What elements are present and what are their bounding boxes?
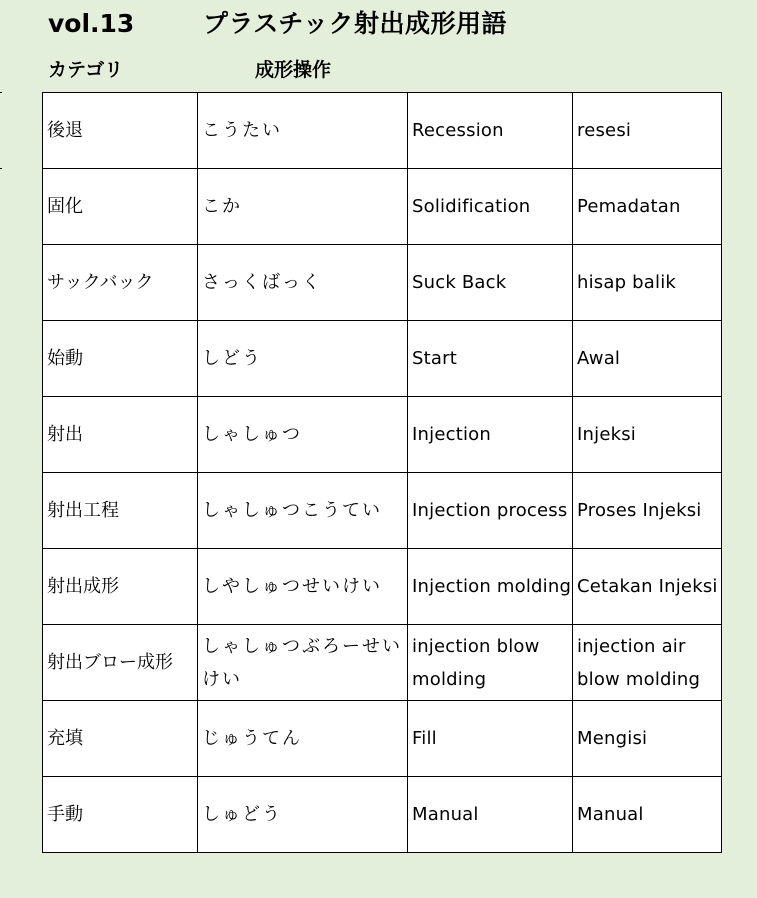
term-english-cell: Recession <box>408 93 573 169</box>
term-english-cell: Injection molding <box>408 549 573 625</box>
term-kanji-cell: 射出工程 <box>43 473 198 549</box>
term-english-cell: Suck Back <box>408 245 573 321</box>
term-english-cell: Injection process <box>408 473 573 549</box>
glossary-table <box>42 92 722 853</box>
table-row <box>43 397 722 473</box>
term-indonesian-cell: Pemadatan <box>573 169 722 245</box>
term-english-cell: Fill <box>408 701 573 777</box>
term-kanji-cell: 射出 <box>43 397 198 473</box>
term-english-cell: injection blow molding <box>408 625 573 701</box>
term-indonesian-cell: Awal <box>573 321 722 397</box>
term-kana-cell: しゃしゅつこうてい <box>198 473 408 549</box>
edge-marker <box>0 92 2 93</box>
term-indonesian-cell: Manual <box>573 777 722 853</box>
table-row <box>43 701 722 777</box>
term-kana-cell: しゅどう <box>198 777 408 853</box>
term-kanji-cell: 後退 <box>43 93 198 169</box>
term-kanji-cell: 始動 <box>43 321 198 397</box>
term-kana-cell: しゃしゅつぶろーせいけい <box>198 625 408 701</box>
term-english-cell: Solidification <box>408 169 573 245</box>
term-kanji-cell: 固化 <box>43 169 198 245</box>
term-kana-cell: こうたい <box>198 93 408 169</box>
category-value: 成形操作 <box>255 59 332 81</box>
table-row <box>43 473 722 549</box>
term-indonesian-cell: Cetakan Injeksi <box>573 549 722 625</box>
table-row <box>43 625 722 701</box>
term-indonesian-cell: Proses Injeksi <box>573 473 722 549</box>
term-english-cell: Start <box>408 321 573 397</box>
term-indonesian-cell: Mengisi <box>573 701 722 777</box>
table-row <box>43 777 722 853</box>
term-indonesian-cell: resesi <box>573 93 722 169</box>
term-kana-cell: しどう <box>198 321 408 397</box>
term-kanji-cell: 射出ブロー成形 <box>43 625 198 701</box>
term-indonesian-cell: hisap balik <box>573 245 722 321</box>
table-row <box>43 549 722 625</box>
term-english-cell: Manual <box>408 777 573 853</box>
table-row <box>43 169 722 245</box>
term-indonesian-cell: injection air blow molding <box>573 625 722 701</box>
edge-marker <box>0 168 2 169</box>
table-row <box>43 321 722 397</box>
term-kana-cell: こか <box>198 169 408 245</box>
page-title: プラスチック射出成形用語 <box>203 9 508 38</box>
term-kanji-cell: 充填 <box>43 701 198 777</box>
term-english-cell: Injection <box>408 397 573 473</box>
term-indonesian-cell: Injeksi <box>573 397 722 473</box>
term-kana-cell: しやしゅつせいけい <box>198 549 408 625</box>
page-header <box>0 0 757 52</box>
table-row <box>43 93 722 169</box>
category-label: カテゴリ <box>48 59 124 81</box>
term-kanji-cell: 手動 <box>43 777 198 853</box>
term-kana-cell: さっくばっく <box>198 245 408 321</box>
term-kana-cell: じゅうてん <box>198 701 408 777</box>
term-kana-cell: しゃしゅつ <box>198 397 408 473</box>
volume-label: vol.13 <box>48 9 135 38</box>
term-kanji-cell: 射出成形 <box>43 549 198 625</box>
table-row <box>43 245 722 321</box>
term-kanji-cell: サックバック <box>43 245 198 321</box>
